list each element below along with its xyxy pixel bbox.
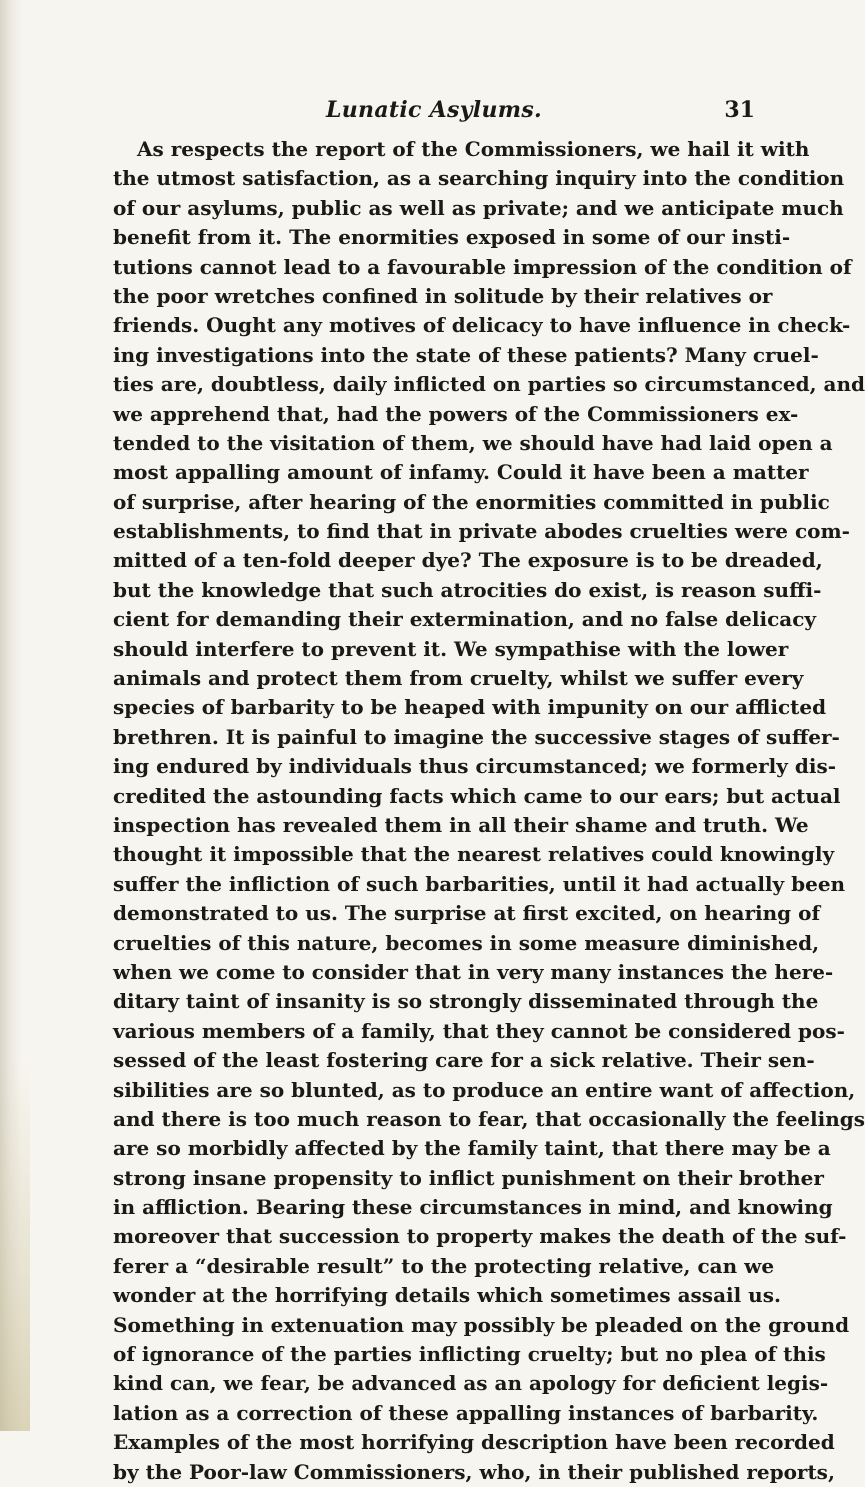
text-line: but the knowledge that such atrocities do exist, is reason suffi- [113,577,822,602]
text-line: Something in extenuation may possibly be pleaded on the ground [113,1312,850,1337]
text-line: suffer the infliction of such barbarities, until it had actually been [113,871,846,896]
page-stain [0,1060,30,1431]
text-line: of surprise, after hearing of the enormities committed in public [113,489,830,514]
page-number: 31 [724,97,755,123]
text-line: cruelties of this nature, becomes in some measure diminished, [113,930,820,955]
text-line: by the Poor-law Commissioners, who, in their published reports, [113,1459,835,1484]
text-line: species of barbarity to be heaped with impunity on our afflicted [113,695,827,720]
text-line: and there is too much reason to fear, that occasionally the feelings [113,1106,865,1131]
text-line: ing endured by individuals thus circumstanced; we formerly dis- [113,754,836,779]
text-line: sessed of the least fostering care for a sick relative. Their sen- [113,1048,815,1073]
text-line: animals and protect them from cruelty, whilst we suffer every [113,666,804,691]
text-line: friends. Ought any motives of delicacy to have influence in check- [113,313,851,338]
text-line: tutions cannot lead to a favourable impression of the condition of [113,254,852,279]
text-line: moreover that succession to property makes the death of the suf- [113,1224,847,1249]
text-line: ties are, doubtless, daily inflicted on parties so circumstanced, and [113,372,865,397]
text-line: the utmost satisfaction, as a searching inquiry into the condition [113,166,845,191]
text-line: thought it impossible that the nearest relatives could knowingly [113,842,835,867]
text-line: ing investigations into the state of these patients? Many cruel- [113,342,819,367]
body-paragraph [113,135,865,1487]
text-line: of ignorance of the parties inflicting cruelty; but no plea of this [113,1342,826,1367]
text-line: inspection has revealed them in all their shame and truth. We [113,812,809,837]
text-line: are so morbidly affected by the family taint, that there may be a [113,1136,831,1161]
text-line: kind can, we fear, be advanced as an apology for deficient legis- [113,1371,829,1396]
text-line: we apprehend that, had the powers of the Commissioners ex- [113,401,799,426]
page-header [113,97,755,127]
text-line: the poor wretches confined in solitude by their relatives or [113,283,773,308]
text-line: strong insane propensity to inflict punishment on their brother [113,1165,824,1190]
running-title: Lunatic Asylums. [325,97,542,123]
text-line: tended to the visitation of them, we should have had laid open a [113,430,833,455]
text-line: when we come to consider that in very many instances the here- [113,959,834,984]
text-line: Examples of the most horrifying description have been recorded [113,1430,835,1455]
text-line: demonstrated to us. The surprise at first excited, on hearing of [113,901,821,926]
text-line: various members of a family, that they cannot be considered pos- [113,1018,845,1043]
text-line: brethren. It is painful to imagine the successive stages of suffer- [113,724,840,749]
text-line: sibilities are so blunted, as to produce an entire want of affection, [113,1077,856,1102]
text-line: benefit from it. The enormities exposed in some of our insti- [113,225,791,250]
text-line: in affliction. Bearing these circumstances in mind, and knowing [113,1195,833,1220]
text-line: ditary taint of insanity is so strongly disseminated through the [113,989,819,1014]
text-line: As respects the report of the Commissioners, we hail it with [137,137,810,161]
text-line: establishments, to find that in private abodes cruelties were com- [113,519,850,544]
text-line: should interfere to prevent it. We sympathise with the lower [113,636,789,661]
text-line: of our asylums, public as well as private; and we anticipate much [113,195,844,220]
text-line: ferer a “desirable result” to the protecting relative, can we [113,1253,775,1278]
text-line: most appalling amount of infamy. Could it have been a matter [113,460,809,485]
text-line: mitted of a ten-fold deeper dye? The exposure is to be dreaded, [113,548,823,573]
text-line: lation as a correction of these appalling instances of barbarity. [113,1400,819,1425]
text-line: wonder at the horrifying details which sometimes assail us. [113,1283,781,1308]
text-line: cient for demanding their extermination, and no false delicacy [113,607,817,632]
text-line: credited the astounding facts which came to our ears; but actual [113,783,841,808]
